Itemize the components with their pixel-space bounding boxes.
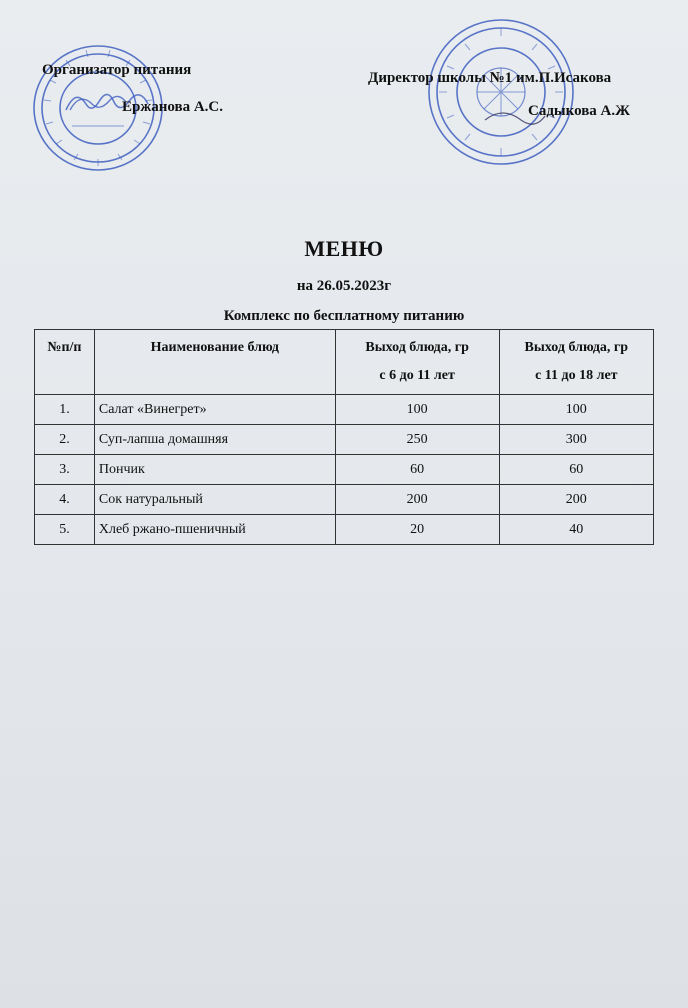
dish-name: Салат «Винегрет» bbox=[94, 395, 335, 425]
row-number: 1. bbox=[35, 395, 95, 425]
director-name: Садыкова А.Ж bbox=[528, 103, 630, 119]
portion-6-11: 250 bbox=[335, 425, 499, 455]
row-number: 3. bbox=[35, 455, 95, 485]
table-row bbox=[35, 455, 654, 485]
menu-subtitle: Комплекс по бесплатному питанию bbox=[223, 308, 465, 324]
column-header-portion-6-11-line2: с 6 до 11 лет bbox=[379, 368, 455, 383]
column-header-portion-11-18-line2: с 11 до 18 лет bbox=[535, 368, 618, 383]
portion-11-18: 100 bbox=[499, 395, 653, 425]
column-header-portion-6-11 bbox=[335, 330, 499, 395]
portion-6-11: 100 bbox=[335, 395, 499, 425]
row-number: 2. bbox=[35, 425, 95, 455]
row-number: 5. bbox=[35, 515, 95, 545]
table-row bbox=[35, 485, 654, 515]
organizer-name: Ержанова А.С. bbox=[122, 99, 224, 115]
column-header-number bbox=[35, 330, 95, 395]
page-title: МЕНЮ bbox=[304, 236, 384, 261]
column-header-dish-name bbox=[94, 330, 335, 395]
column-header-portion-6-11-line1: Выход блюда, гр bbox=[365, 340, 469, 355]
menu-date: на 26.05.2023г bbox=[296, 278, 392, 294]
table-header-row bbox=[35, 330, 654, 395]
portion-11-18: 300 bbox=[499, 425, 653, 455]
portion-11-18: 60 bbox=[499, 455, 653, 485]
table-row bbox=[35, 395, 654, 425]
portion-6-11: 60 bbox=[335, 455, 499, 485]
portion-6-11: 20 bbox=[335, 515, 499, 545]
row-number: 4. bbox=[35, 485, 95, 515]
table-row bbox=[35, 515, 654, 545]
dish-name: Суп-лапша домашняя bbox=[94, 425, 335, 455]
column-header-dish-name-label: Наименование блюд bbox=[150, 340, 279, 355]
menu-table bbox=[34, 329, 654, 545]
director-title: Директор школы №1 им.П.Исакова bbox=[368, 70, 612, 86]
column-header-portion-11-18-line1: Выход блюда, гр bbox=[524, 340, 629, 355]
dish-name: Хлеб ржано-пшеничный bbox=[94, 515, 335, 545]
organizer-title: Организатор питания bbox=[42, 62, 192, 78]
portion-11-18: 40 bbox=[499, 515, 653, 545]
school-stamp bbox=[425, 16, 577, 168]
column-header-number-label: №п/п bbox=[47, 340, 82, 355]
portion-6-11: 200 bbox=[335, 485, 499, 515]
dish-name: Пончик bbox=[94, 455, 335, 485]
column-header-portion-11-18 bbox=[499, 330, 653, 395]
portion-11-18: 200 bbox=[499, 485, 653, 515]
table-row bbox=[35, 425, 654, 455]
dish-name: Сок натуральный bbox=[94, 485, 335, 515]
